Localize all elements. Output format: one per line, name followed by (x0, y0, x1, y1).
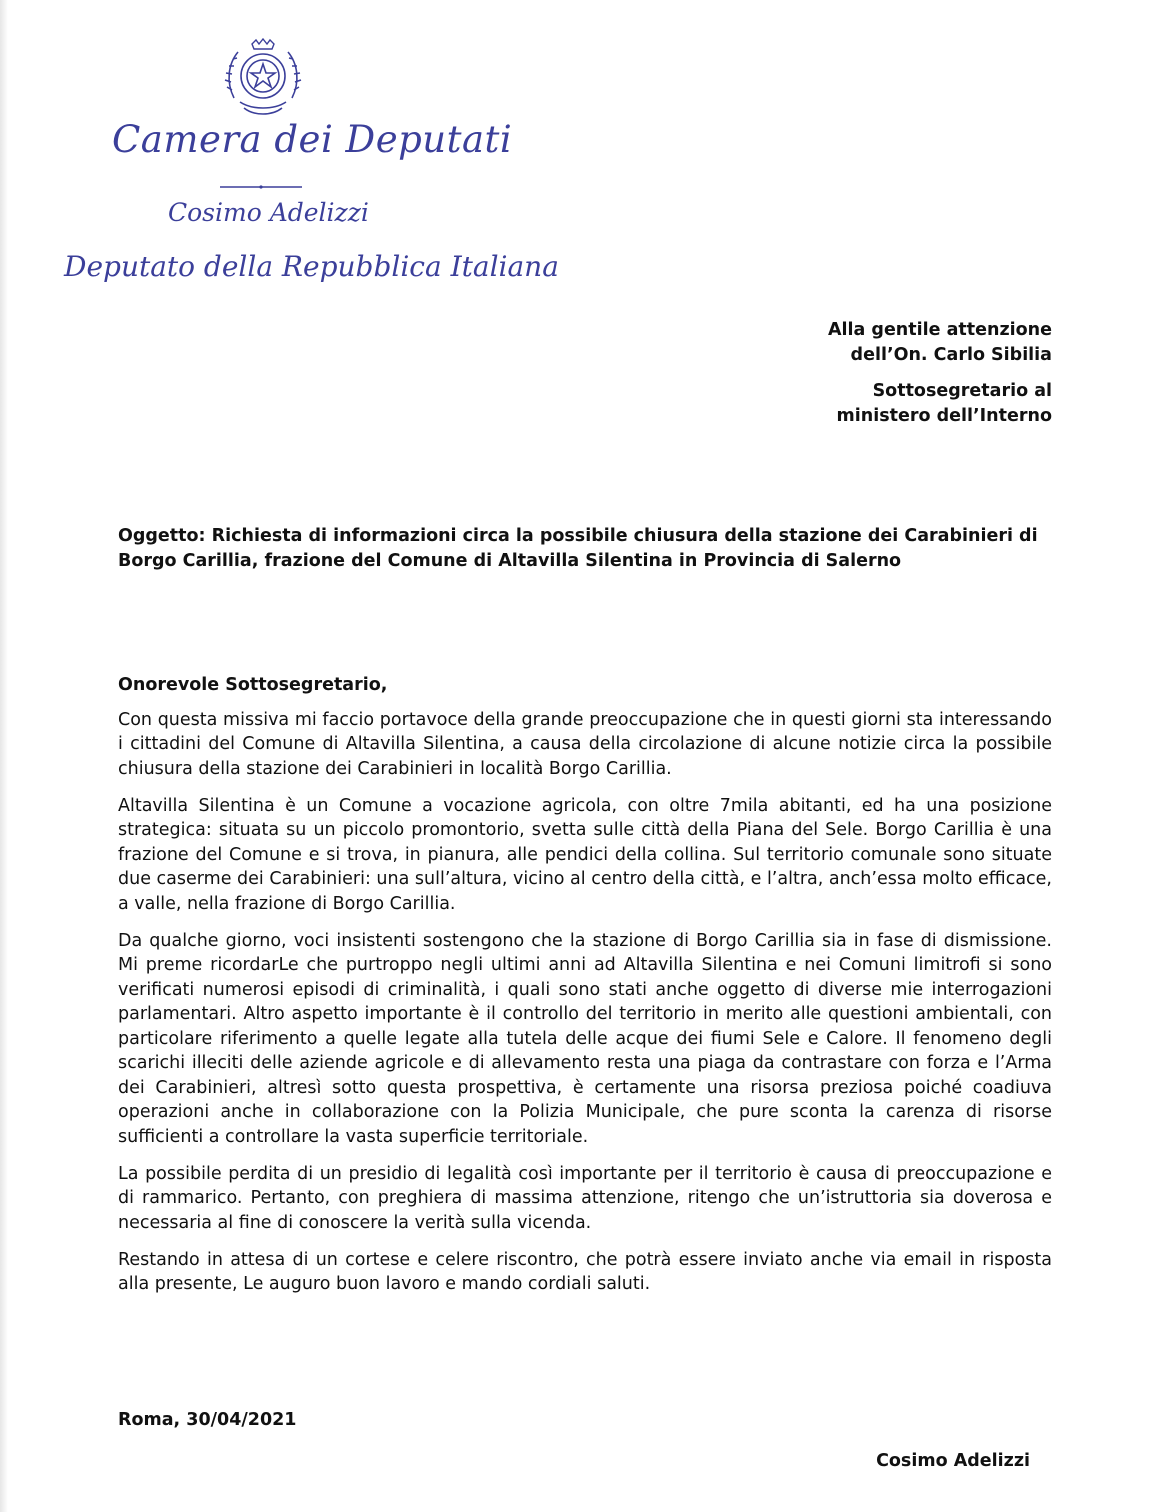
letterhead-divider (220, 185, 302, 189)
body-paragraph: Con questa missiva mi faccio portavoce della grande preoccupazione che in questi giorni sta interessando i cittadini del Comune di Altavilla Silentina, a causa della circolazione di alcune notizie circa la possibile chiusura della stazione dei Carabinieri in località Borgo Carillia. (118, 709, 1052, 779)
recipient-line: Sottosegretario al (872, 381, 1052, 401)
subject-block (118, 524, 1054, 573)
body-paragraph: Restando in attesa di un cortese e celere riscontro, che potrà essere inviato anche via email in risposta alla presente, Le auguro buon lavoro e mando cordiali saluti. (118, 1249, 1052, 1294)
italian-republic-emblem-icon (222, 38, 304, 130)
letter-date: Roma, 30/04/2021 (118, 1410, 297, 1430)
body-paragraph: Altavilla Silentina è un Comune a vocazione agricola, con oltre 7mila abitanti, ed ha una posizione strategica: situata su un piccolo promontorio, svetta sulle città della Piana del Sele. Borgo Carillia è una frazione del Comune e si trova, in pianura, alle pendici della collina. Sul territorio comunale sono situate due caserme dei Carabinieri: una sull’altura, vicino al centro della città, e l’altra, anch’essa molto efficace, a valle, nella frazione di Borgo Carillia. (118, 795, 1052, 914)
recipient-line: ministero dell’Interno (836, 405, 1052, 426)
signature: Cosimo Adelizzi (876, 1451, 1030, 1471)
letterhead-name: Cosimo Adelizzi (168, 198, 369, 227)
recipient-line: dell’On. Carlo Sibilia (850, 344, 1052, 365)
page-edge-shadow (0, 0, 8, 1512)
greeting: Onorevole Sottosegretario, (118, 675, 388, 695)
letterhead-role: Deputato della Repubblica Italiana (64, 250, 559, 283)
body-paragraph: La possibile perdita di un presidio di legalità così importante per il territorio è causa di preoccupazione e di rammarico. Pertanto, con preghiera di massima attenzione, ritengo che un’istruttoria sia doverosa e necessaria al fine di conoscere la verità sulla vicenda. (118, 1163, 1052, 1233)
recipient-line: Alla gentile attenzione (827, 320, 1052, 340)
subject-line: Borgo Carillia, frazione del Comune di Altavilla Silentina in Provincia di Salerno (118, 550, 902, 571)
letterhead-institution: Camera dei Deputati (112, 118, 513, 161)
subject-line: Oggetto: Richiesta di informazioni circa la possibile chiusura della stazione dei Carabinieri di (118, 526, 1038, 546)
body-paragraph: Da qualche giorno, voci insistenti sostengono che la stazione di Borgo Carillia sia in fase di dismissione. Mi preme ricordarLe che purtroppo negli ultimi anni ad Altavilla Silentina e nei Comuni limitrofi si sono verificati numerosi episodi di criminalità, i quali sono stati anche oggetto di diverse mie interrogazioni parlamentari. Altro aspetto importante è il controllo del territorio in merito alle questioni ambientali, con particolare riferimento a quelle legate alla tutela delle acque dei fiumi Sele e Calore. Il fenomeno degli scarichi illeciti delle aziende agricole e di allevamento resta una piaga da contrastare con forza e l’Arma dei Carabinieri, altresì sotto questa prospettiva, è certamente una risorsa preziosa poiché coadiuva operazioni anche in collaborazione con la Polizia Municipale, che pure sconta la carenza di risorse sufficienti a controllare la vasta superficie territoriale. (118, 930, 1052, 1147)
letter-body (118, 673, 1052, 1309)
recipient-block (828, 318, 1052, 428)
